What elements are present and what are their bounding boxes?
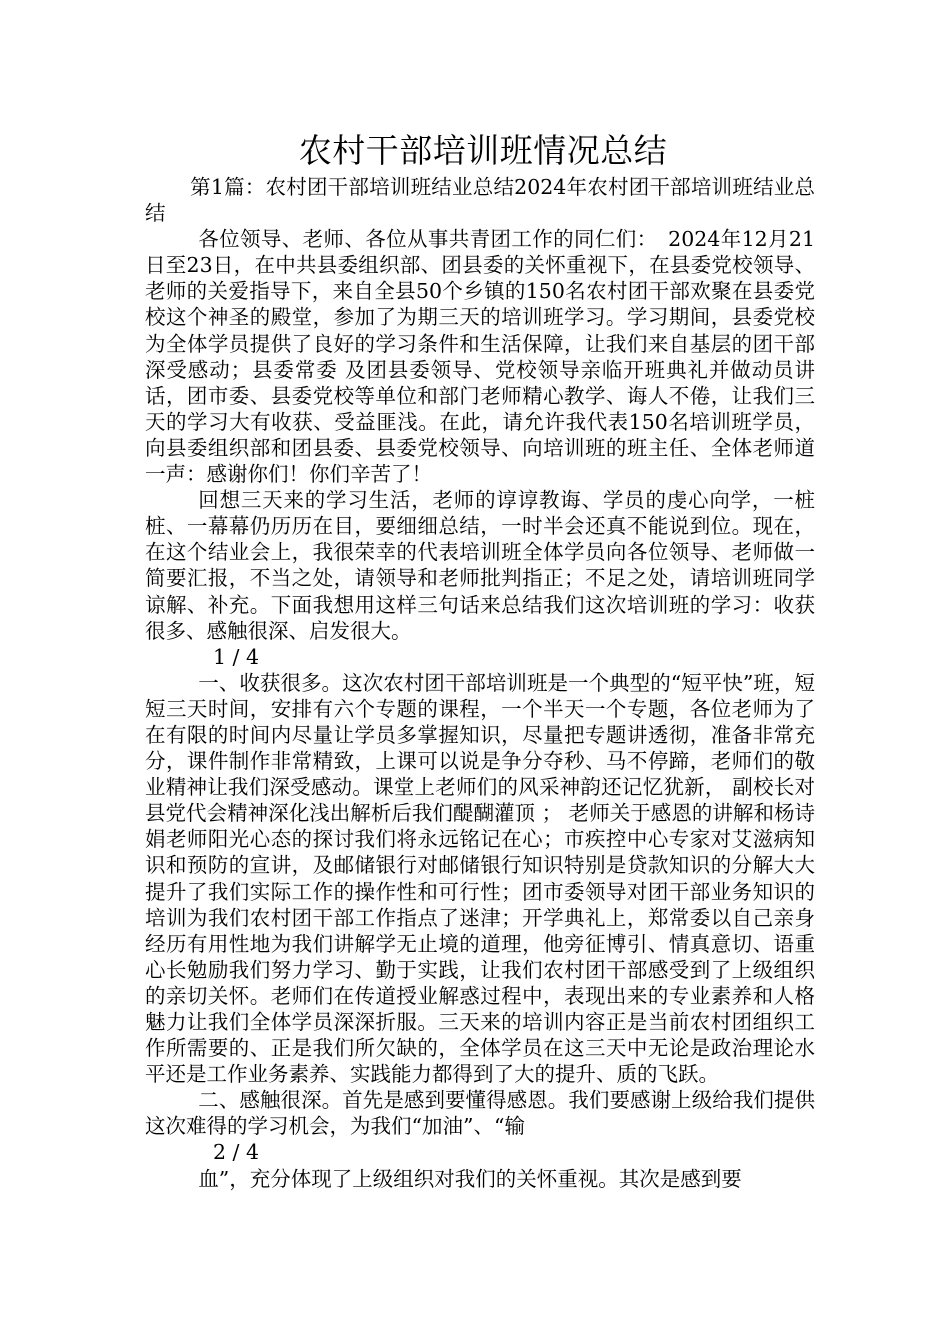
paragraph-4: 二、感触很深。首先是感到要懂得感恩。我们要感谢上级给我们提供这次难得的学习机会，为我们“加油”、“输 (145, 1088, 815, 1139)
paragraph-5: 血”，充分体现了上级组织对我们的关怀重视。其次是感到要 (198, 1166, 742, 1191)
paragraph-1: 各位领导、老师、各位从事共青团工作的同仁们： 2024年12月21日至23日，在中共县委组织部、团县委的关怀重视下，在县委党校领导、老师的关爱指导下，来自全县50个乡镇的150名农村团干部欢聚在县委党校这个神圣的殿堂，参加了为期三天的培训班学习。学习期间，县委党校为全体学员提供了良好的学习条件和生活保障，让我们来自基层的团干部深受感动；县委常委 及团县委领导、党校领导亲临开班典礼并做动员讲话，团市委、县委党校等单位和部门老师精心教学、诲人不倦，让我们三天的学习大有收获、受益匪浅。在此，请允许我代表150名培训班学员，向县委组织部和团县委、县委党校领导、向培训班的班主任、全体老师道一声：感谢你们！你们辛苦了！ (145, 227, 815, 487)
page-marker-1: 1 / 4 (213, 644, 260, 669)
page-marker-2: 2 / 4 (213, 1140, 260, 1165)
page-title: 农村干部培训班情况总结 (298, 131, 668, 170)
paragraph-2: 回想三天来的学习生活，老师的谆谆教诲、学员的虔心向学，一桩桩、一幕幕仍历历在目，要细细总结，一时半会还真不能说到位。现在，在这个结业会上，我很荣幸的代表培训班全体学员向各位领导、老师做一简要汇报，不当之处，请领导和老师批判指正；不足之处，请培训班同学谅解、补充。下面我想用这样三句话来总结我们这次培训班的学习：收获很多、感触很深、启发很大。 (145, 488, 815, 643)
document-page (145, 128, 815, 1192)
document-subtitle: 第1篇：农村团干部培训班结业总结2024年农村团干部培训班结业总结 (145, 175, 815, 226)
paragraph-3: 一、收获很多。这次农村团干部培训班是一个典型的“短平快”班，短短三天时间，安排有六个专题的课程，一个半天一个专题，各位老师为了在有限的时间内尽量让学员多掌握知识，尽量把专题讲透彻，准备非常充分，课件制作非常精致，上课可以说是争分夺秒、马不停蹄，老师们的敬业精神让我们深受感动。课堂上老师们的风采神韵还记忆犹新， 副校长对县党代会精神深化浅出解析后我们醍醐灌顶 ； 老师关于感恩的讲解和杨诗娟老师阳光心态的探讨我们将永远铭记在心；市疾控中心专家对艾滋病知识和预防的宣讲，及邮储银行对邮储银行知识特别是贷款知识的分解大大提升了我们实际工作的操作性和可行性；团市委领导对团干部业务知识的培训为我们农村团干部工作指点了迷津；开学典礼上，郑常委以自己亲身经历有用性地为我们讲解学无止境的道理，他旁征博引、情真意切、语重心长勉励我们努力学习、勤于实践，让我们农村团干部感受到了上级组织的亲切关怀。老师们在传道授业解惑过程中，表现出来的专业素养和人格魅力让我们全体学员深深折服。三天来的培训内容正是当前农村团组织工作所需要的、正是我们所欠缺的，全体学员在这三天中无论是政治理论水平还是工作业务素养、实践能力都得到了大的提升、质的飞跃。 (145, 670, 815, 1087)
